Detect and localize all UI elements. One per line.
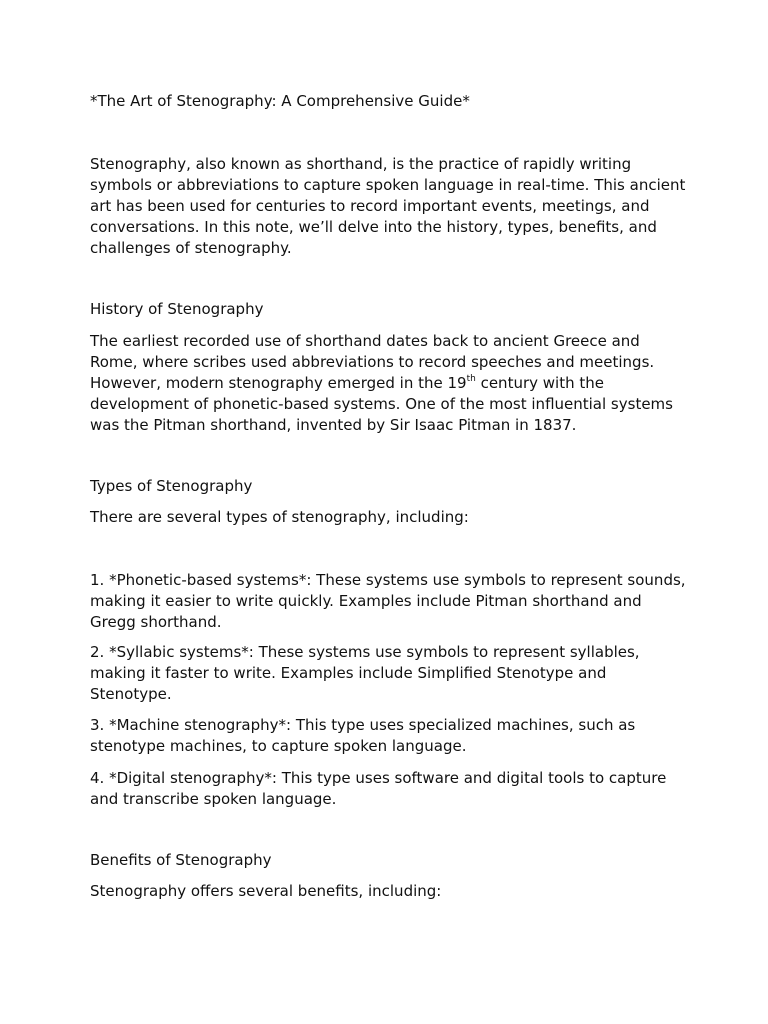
types-heading: Types of Stenography [90,477,253,495]
history-text-part-1: The earliest recorded use of shorthand dates back to ancient Greece and Rome, where scribes used abbreviations to record speeches and meetings. However, modern stenography emerged in the 19 [90,332,655,392]
benefits-heading: Benefits of Stenography [90,851,272,869]
history-heading: History of Stenography [90,300,264,318]
list-item: 3. *Machine stenography*: This type uses specialized machines, such as stenotype machines, to capture spoken language. [90,716,636,755]
intro-paragraph: Stenography, also known as shorthand, is the practice of rapidly writing symbols or abbreviations to capture spoken language in real-time. This ancient art has been used for centuries to record important events, meetings, and conversations. In this note, we’ll delve into the history, types, benefits, and challenges of stenography. [90,155,686,257]
ordinal-superscript: th [466,374,476,384]
document-title: *The Art of Stenography: A Comprehensive Guide* [90,92,470,110]
list-item: 1. *Phonetic-based systems*: These systems use symbols to represent sounds, making it easier to write quickly. Examples include Pitman shorthand and Gregg shorthand. [90,571,686,631]
list-item: 2. *Syllabic systems*: These systems use symbols to represent syllables, making it faster to write. Examples include Simplified Stenotype and Stenotype. [90,643,640,703]
types-intro: There are several types of stenography, including: [90,508,469,526]
list-item: 4. *Digital stenography*: This type uses software and digital tools to capture and transcribe spoken language. [90,769,667,808]
benefits-intro: Stenography offers several benefits, including: [90,882,442,900]
history-text-part-2: century with the development of phonetic-based systems. One of the most influential systems was the Pitman shorthand, invented by Sir Isaac Pitman in 1837. [90,374,673,434]
history-paragraph [90,331,690,436]
